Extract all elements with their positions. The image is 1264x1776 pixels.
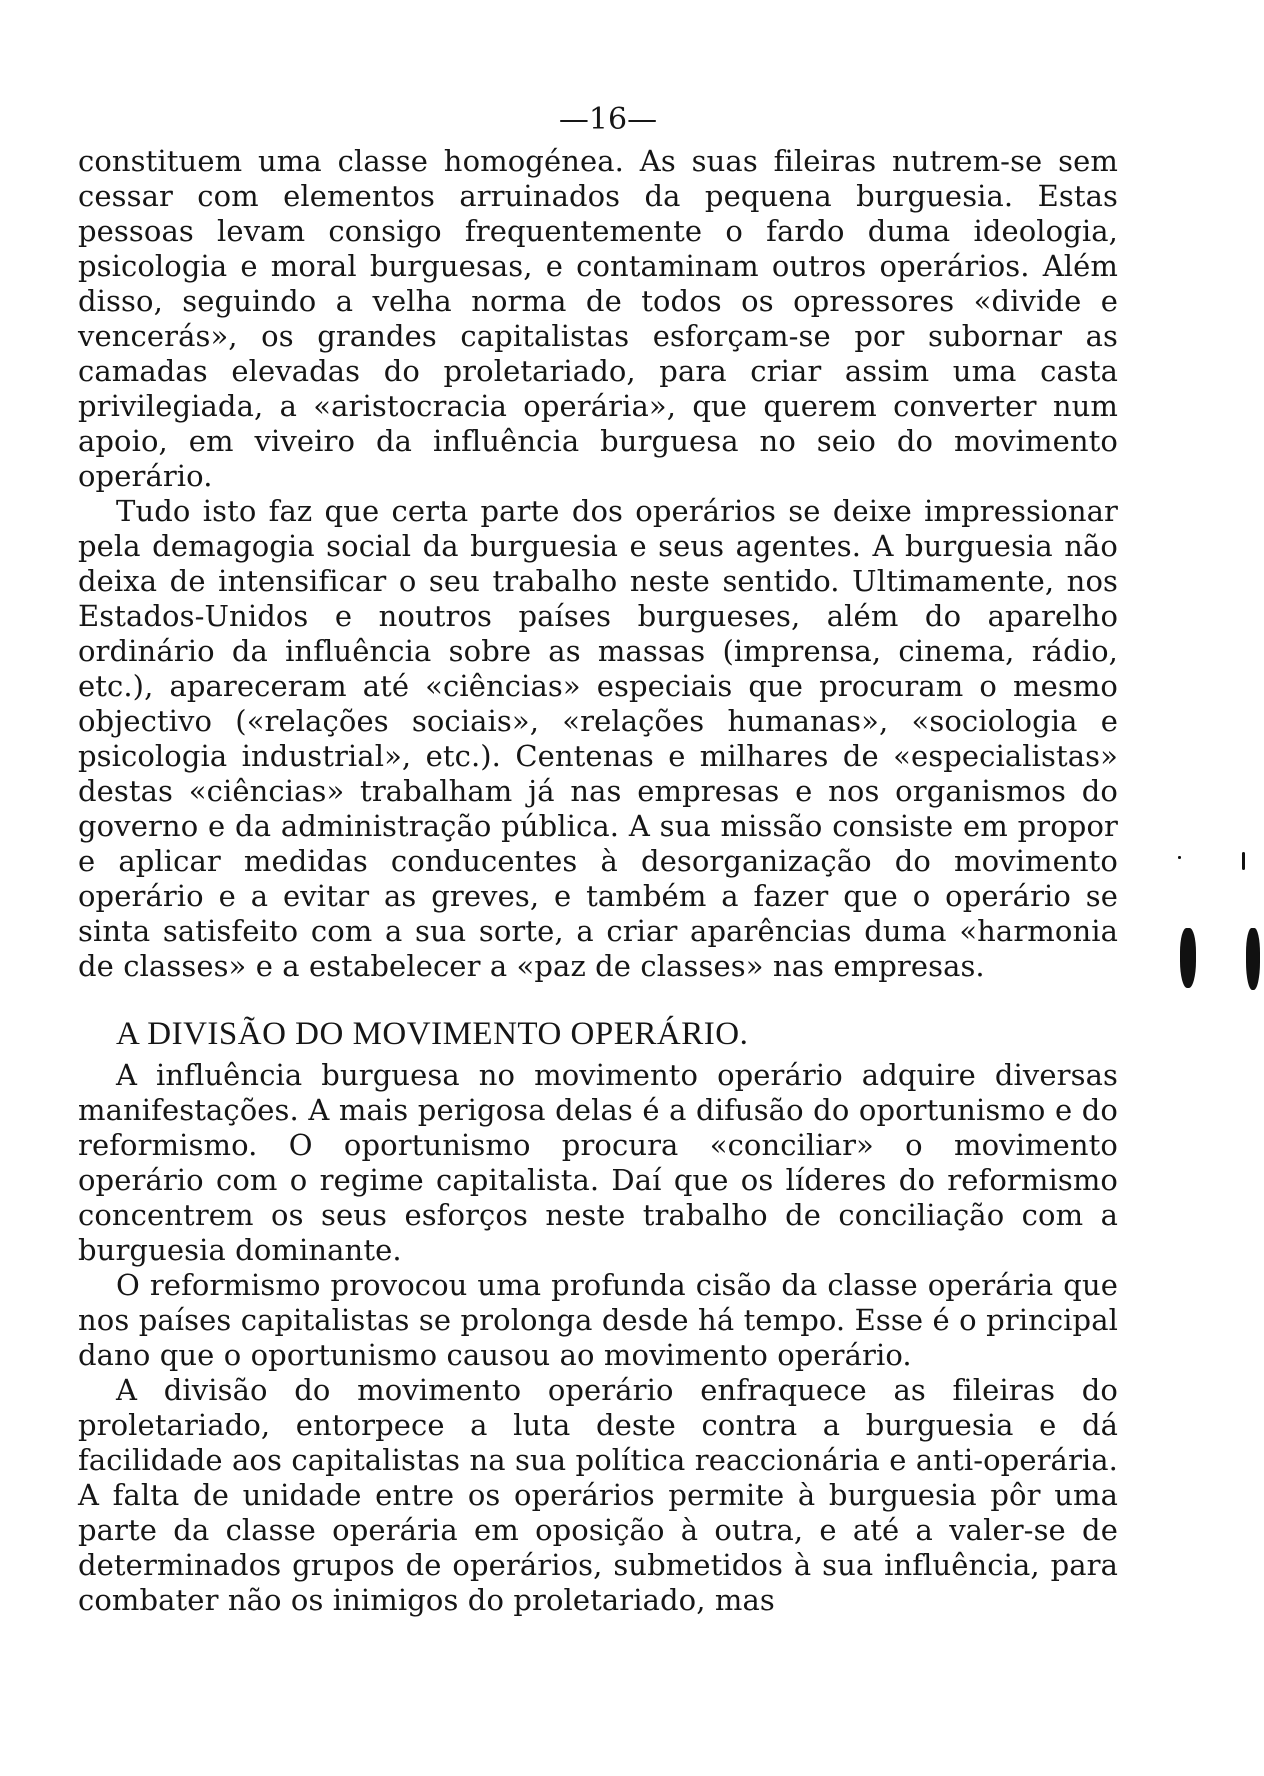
scan-artifact <box>1180 928 1196 988</box>
paragraph: A influência burguesa no movimento operário adquire diversas manifestações. A mais perigosa delas é a difusão do oportunismo e do reformismo. O oportunismo procura «conciliar» o movimento operário com o regime capitalista. Daí que os líderes do reformismo concentrem os seus esforços neste trabalho de conciliação com a burguesia dominante. <box>78 1058 1118 1267</box>
document-page <box>78 100 1118 1618</box>
scan-artifact <box>1242 852 1245 870</box>
scan-artifact <box>1178 856 1181 859</box>
page-number: —16— <box>558 102 658 137</box>
paragraph: O reformismo provocou uma profunda cisão da classe operária que nos países capitalistas se prolonga desde há tempo. Esse é o principal dano que o oportunismo causou ao movimento operário. <box>78 1268 1118 1372</box>
section-heading: A DIVISÃO DO MOVIMENTO OPERÁRIO. <box>116 1016 749 1052</box>
paragraph: A divisão do movimento operário enfraquece as fileiras do proletariado, entorpece a luta deste contra a burguesia e dá facilidade aos capitalistas na sua política reaccionária e anti-operária. A falta de unidade entre os operários permite à burguesia pôr uma parte da classe operária em oposição à outra, e até a valer-se de determinados grupos de operários, submetidos à sua influência, para combater não os inimigos do proletariado, mas <box>78 1373 1118 1617</box>
scan-artifact <box>1246 928 1260 990</box>
paragraph: constituem uma classe homogénea. As suas fileiras nutrem-se sem cessar com elementos arruinados da pequena burguesia. Estas pessoas levam consigo frequentemente o fardo duma ideologia, psicologia e moral burguesas, e contaminam outros operários. Além disso, seguindo a velha norma de todos os opressores «divide e vencerás», os grandes capitalistas esforçam-se por subornar as camadas elevadas do proletariado, para criar assim uma casta privilegiada, a «aristocracia operária», que querem converter num apoio, em viveiro da influência burguesa no seio do movimento operário. <box>78 144 1118 493</box>
paragraph: Tudo isto faz que certa parte dos operários se deixe impressionar pela demagogia social da burguesia e seus agentes. A burguesia não deixa de intensificar o seu trabalho neste sentido. Ultimamente, nos Estados-Unidos e noutros países burgueses, além do aparelho ordinário da influência sobre as massas (imprensa, cinema, rádio, etc.), apareceram até «ciências» especiais que procuram o mesmo objectivo («relações sociais», «relações humanas», «sociologia e psicologia industrial», etc.). Centenas e milhares de «especialistas» destas «ciências» trabalham já nas empresas e nos organismos do governo e da administração pública. A sua missão consiste em propor e aplicar medidas conducentes à desorganização do movimento operário e a evitar as greves, e também a fazer que o operário se sinta satisfeito com a sua sorte, a criar aparências duma «harmonia de classes» e a estabelecer a «paz de classes» nas empresas. <box>78 494 1118 983</box>
